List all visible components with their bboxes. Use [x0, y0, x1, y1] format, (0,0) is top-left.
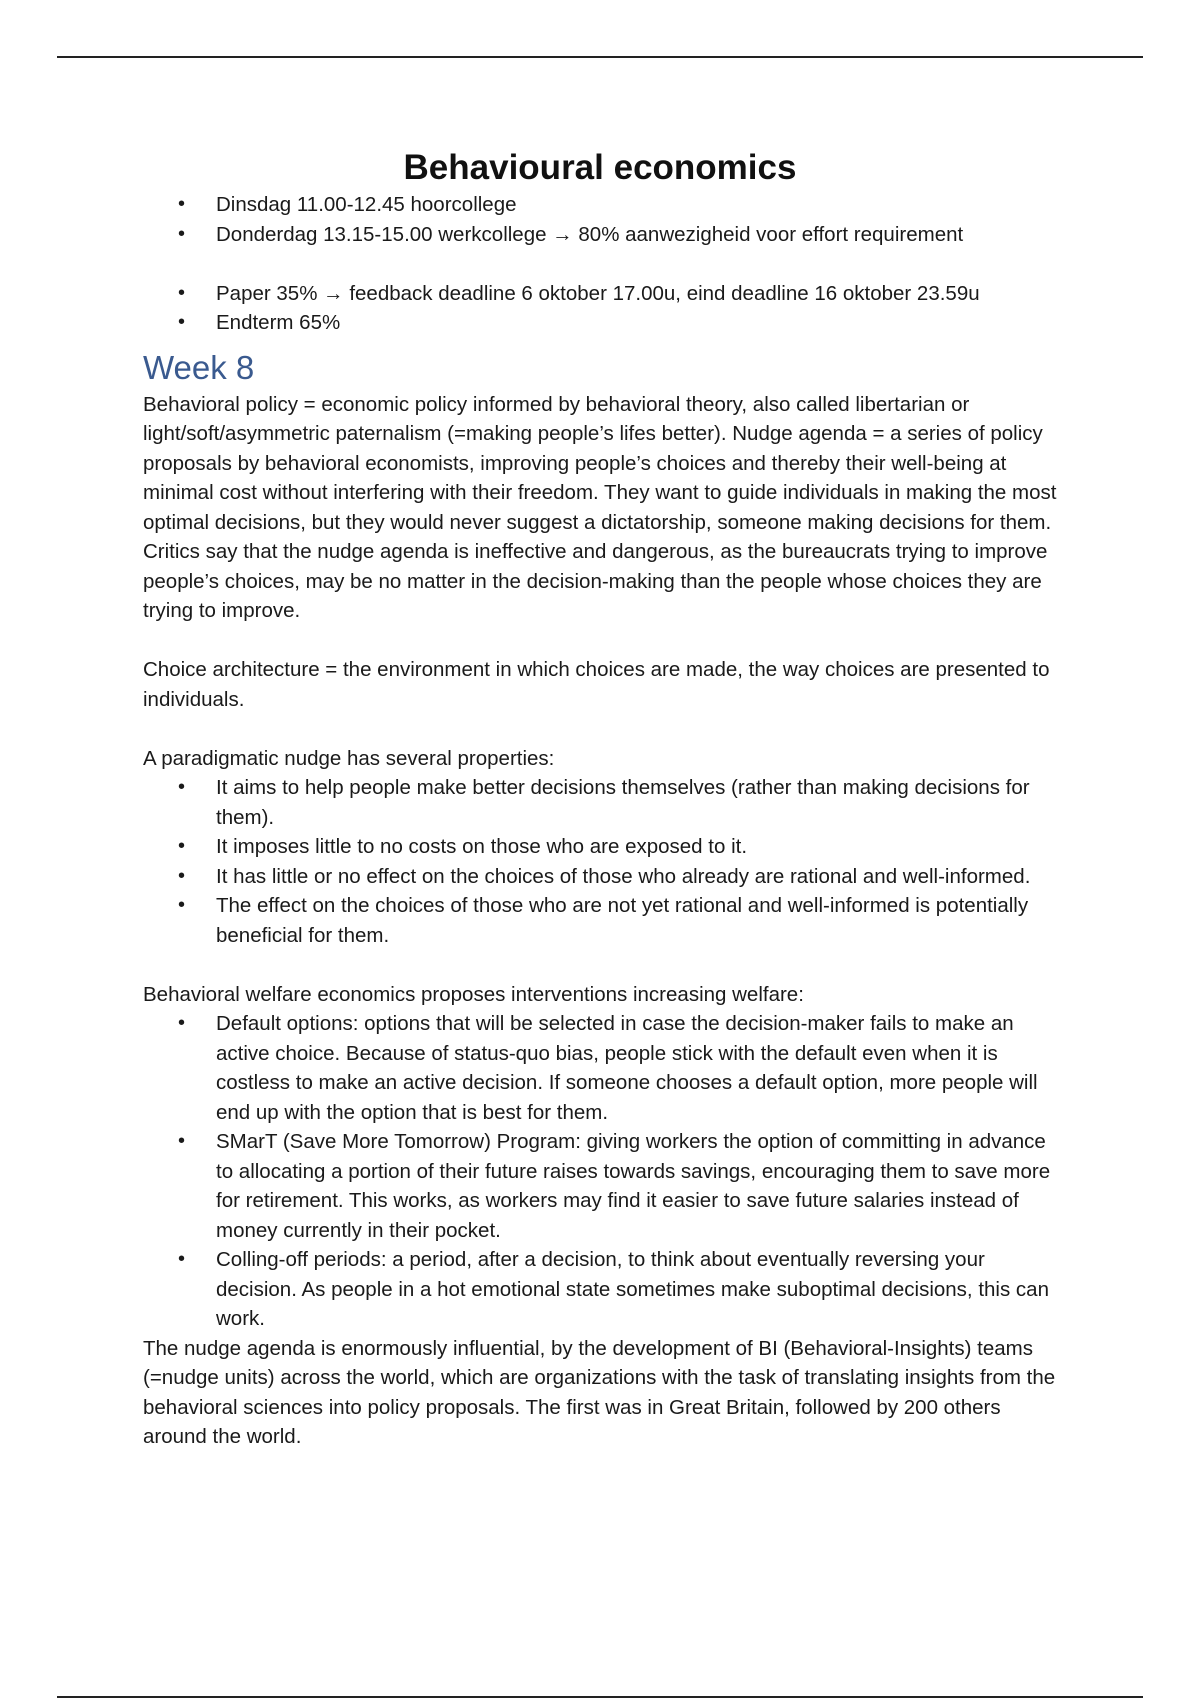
- list-item: • Colling-off periods: a period, after a decision, to think about eventually reversing your decision. As people in a hot emotional state sometimes make suboptimal decisions, this can work.: [143, 1245, 1063, 1334]
- bullet-icon: •: [178, 193, 186, 215]
- list-item: • It aims to help people make better decisions themselves (rather than making decisions for them).: [143, 773, 1063, 832]
- bullet-icon: •: [178, 835, 186, 857]
- list-item: • SMarT (Save More Tomorrow) Program: giving workers the option of committing in advance to allocating a portion of their future raises towards savings, encouraging them to save more for retirement. This works, as workers may find it easier to save future salaries instead of money currently in their pocket.: [143, 1127, 1063, 1245]
- paradigmatic-intro: A paradigmatic nudge has several properties:: [143, 746, 555, 770]
- list-item: • It imposes little to no costs on those who are exposed to it.: [143, 832, 1063, 862]
- list-item: • Paper 35% → feedback deadline 6 oktober 17.00u, eind deadline 16 oktober 23.59u: [143, 279, 1063, 309]
- footer-rule: [57, 1696, 1143, 1698]
- list-item: • Donderdag 13.15-15.00 werkcollege → 80% aanwezigheid voor effort requirement: [143, 220, 1063, 250]
- bullet-icon: •: [178, 311, 186, 333]
- bullet-icon: •: [178, 222, 186, 245]
- list-item: • It has little or no effect on the choices of those who already are rational and well-informed.: [143, 862, 1063, 892]
- section-heading-week-8: Week 8: [143, 348, 255, 386]
- bullet-icon: •: [178, 1130, 186, 1152]
- choice-architecture-paragraph: Choice architecture = the environment in which choices are made, the way choices are presented to individuals.: [143, 658, 1050, 711]
- header-rule: [57, 56, 1143, 58]
- welfare-intro: Behavioral welfare economics proposes interventions increasing welfare:: [143, 982, 804, 1006]
- bullet-icon: •: [178, 864, 186, 887]
- closing-paragraph: The nudge agenda is enormously influential, by the development of BI (Behavioral-Insights) teams (=nudge units) across the world, which are organizations with the task of translating insights from the behavioral sciences into policy proposals. The first was in Great Britain, followed by 200 others around the world.: [143, 1336, 1056, 1448]
- bullet-icon: •: [178, 1248, 186, 1270]
- bullet-icon: •: [178, 894, 186, 916]
- list-item: • Default options: options that will be selected in case the decision-maker fails to make an active choice. Because of status-quo bias, people stick with the default even when it is costless to make an active decision. If someone chooses a default option, more people will end up with the option that is best for them.: [143, 1009, 1063, 1127]
- page-title: Behavioural economics: [403, 148, 797, 187]
- list-item: • Dinsdag 11.00-12.45 hoorcollege: [143, 190, 1063, 220]
- grading-list: [143, 279, 1063, 338]
- bullet-icon: •: [178, 281, 186, 304]
- list-item: • Endterm 65%: [143, 308, 1063, 338]
- intro-paragraph: Behavioral policy = economic policy informed by behavioral theory, also called libertarian or light/soft/asymmetric paternalism (=making people’s lifes better). Nudge agenda = a series of policy proposals by behavioral economists, improving people’s choices and thereby their well-being at minimal cost without interfering with their freedom. They want to guide individuals in making the most optimal decisions, but they would never suggest a dictatorship, someone making decisions for them. Critics say that the nudge agenda is ineffective and dangerous, as the bureaucrats trying to improve people’s choices, may be no matter in the decision-making than the people whose choices they are trying to improve.: [143, 392, 1057, 622]
- list-item: • The effect on the choices of those who are not yet rational and well-informed is potentially beneficial for them.: [143, 891, 1063, 950]
- schedule-list: [143, 190, 1063, 249]
- document-body: [143, 190, 1063, 1452]
- paradigmatic-list: [143, 773, 1063, 950]
- welfare-list: [143, 1009, 1063, 1334]
- bullet-icon: •: [178, 1012, 186, 1034]
- bullet-icon: •: [178, 776, 186, 798]
